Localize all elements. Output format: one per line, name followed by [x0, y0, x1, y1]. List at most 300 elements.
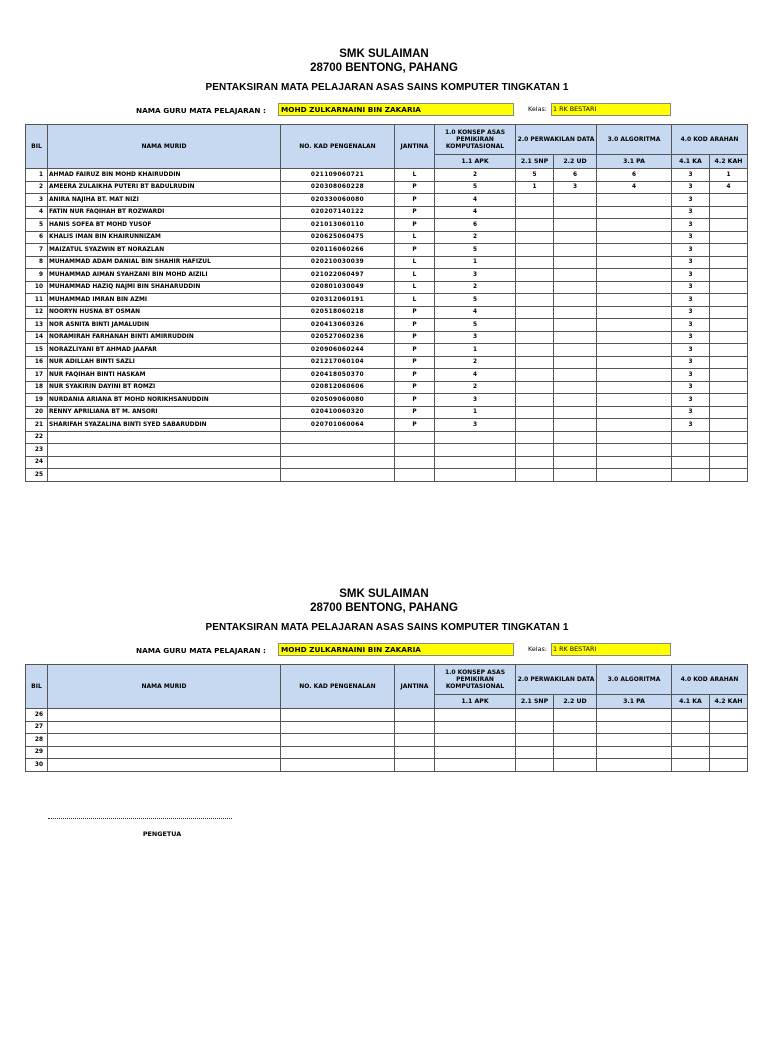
student-gender: P: [395, 331, 435, 344]
score-pa: [597, 381, 672, 394]
score-apk: 2: [435, 231, 516, 244]
student-gender: L: [395, 169, 435, 182]
teacher-name-field[interactable]: MOHD ZULKARNAINI BIN ZAKARIA: [278, 103, 514, 116]
score-pa: [597, 456, 672, 469]
student-gender: P: [395, 219, 435, 232]
student-bil: 23: [26, 444, 48, 457]
score-kah: [710, 709, 748, 722]
student-ic: 020527060236: [281, 331, 395, 344]
student-gender: [395, 444, 435, 457]
score-apk: 1: [435, 344, 516, 357]
score-pa: [597, 331, 672, 344]
student-ic: 020308060228: [281, 181, 395, 194]
col-header-apk: 1.1 APK: [435, 695, 516, 709]
table-row: [26, 181, 748, 194]
student-gender: P: [395, 194, 435, 207]
student-name: NOORYN HUSNA BT OSMAN: [48, 306, 281, 319]
score-pa: [597, 734, 672, 747]
score-ka: [672, 469, 710, 482]
score-kah: [710, 281, 748, 294]
score-apk: 2: [435, 281, 516, 294]
student-bil: 10: [26, 281, 48, 294]
student-bil: 25: [26, 469, 48, 482]
score-snp: [516, 444, 554, 457]
score-ka: 3: [672, 194, 710, 207]
table-row: [26, 406, 748, 419]
col-header-ud: 2.2 UD: [554, 695, 597, 709]
table-row: [26, 256, 748, 269]
student-name: NURDANIA ARIANA BT MOHD NORIKHSANUDDIN: [48, 394, 281, 407]
score-ka: 3: [672, 219, 710, 232]
class-field[interactable]: 1 RK BESTARI: [551, 643, 671, 656]
score-ud: [554, 746, 597, 759]
student-bil: 26: [26, 709, 48, 722]
student-bil: 28: [26, 734, 48, 747]
score-snp: [516, 281, 554, 294]
student-name: FATIN NUR FAQIHAH BT ROZWARDI: [48, 206, 281, 219]
student-gender: [395, 469, 435, 482]
student-bil: 9: [26, 269, 48, 282]
score-snp: [516, 406, 554, 419]
score-apk: 2: [435, 356, 516, 369]
student-ic: [281, 469, 395, 482]
student-gender: [395, 456, 435, 469]
score-kah: [710, 256, 748, 269]
student-ic: 020116060266: [281, 244, 395, 257]
col-header-bil: BIL: [26, 125, 48, 169]
student-name: [48, 759, 281, 772]
table-row: [26, 244, 748, 257]
score-kah: [710, 381, 748, 394]
student-bil: 30: [26, 759, 48, 772]
school-address: 28700 BENTONG, PAHANG: [310, 62, 458, 74]
score-pa: [597, 244, 672, 257]
student-ic: 020906060244: [281, 344, 395, 357]
document-title: PENTAKSIRAN MATA PELAJARAN ASAS SAINS KOMPUTER TINGKATAN 1: [205, 82, 569, 93]
student-name: MUHAMMAD AIMAN SYAHZANI BIN MOHD AIZILI: [48, 269, 281, 282]
student-ic: 020701060064: [281, 419, 395, 432]
student-gender: P: [395, 419, 435, 432]
student-bil: 2: [26, 181, 48, 194]
score-pa: [597, 721, 672, 734]
score-ud: [554, 281, 597, 294]
score-ud: [554, 194, 597, 207]
score-ud: 6: [554, 169, 597, 182]
student-bil: 16: [26, 356, 48, 369]
student-ic: 020410060320: [281, 406, 395, 419]
score-ka: 3: [672, 269, 710, 282]
score-pa: [597, 294, 672, 307]
score-pa: [597, 469, 672, 482]
score-kah: 1: [710, 169, 748, 182]
assessment-table: [25, 664, 748, 772]
score-apk: 4: [435, 369, 516, 382]
student-ic: 020330060080: [281, 194, 395, 207]
score-kah: [710, 746, 748, 759]
teacher-label: NAMA GURU MATA PELAJARAN :: [136, 646, 266, 655]
student-ic: [281, 444, 395, 457]
student-name: [48, 734, 281, 747]
table-row: [26, 369, 748, 382]
table-row: [26, 319, 748, 332]
score-pa: [597, 709, 672, 722]
score-pa: 6: [597, 169, 672, 182]
student-gender: L: [395, 256, 435, 269]
score-apk: 4: [435, 206, 516, 219]
table-row: [26, 381, 748, 394]
student-ic: [281, 759, 395, 772]
score-ka: 3: [672, 356, 710, 369]
score-ka: 3: [672, 281, 710, 294]
table-row: [26, 469, 748, 482]
score-kah: [710, 406, 748, 419]
score-snp: [516, 394, 554, 407]
student-gender: [395, 759, 435, 772]
student-ic: 020801030049: [281, 281, 395, 294]
score-kah: [710, 331, 748, 344]
col-header-ka: 4.1 KA: [672, 695, 710, 709]
student-rows: [26, 169, 748, 482]
col-header-ic: NO. KAD PENGENALAN: [281, 125, 395, 169]
score-pa: [597, 394, 672, 407]
table-row: [26, 759, 748, 772]
student-bil: 15: [26, 344, 48, 357]
student-name: NUR FAQIHAH BINTI HASKAM: [48, 369, 281, 382]
score-pa: [597, 319, 672, 332]
student-bil: 3: [26, 194, 48, 207]
student-gender: [395, 721, 435, 734]
score-ka: [672, 709, 710, 722]
score-kah: [710, 759, 748, 772]
student-gender: L: [395, 231, 435, 244]
score-ud: [554, 206, 597, 219]
student-gender: L: [395, 281, 435, 294]
student-bil: 22: [26, 431, 48, 444]
student-bil: 4: [26, 206, 48, 219]
score-kah: [710, 419, 748, 432]
col-header-jantina: JANTINA: [395, 125, 435, 169]
student-gender: P: [395, 181, 435, 194]
score-ka: [672, 746, 710, 759]
col-header-algoritma: 3.0 ALGORITMA: [597, 665, 672, 695]
student-ic: [281, 431, 395, 444]
score-ud: [554, 369, 597, 382]
score-ud: [554, 406, 597, 419]
student-gender: P: [395, 381, 435, 394]
score-ka: 3: [672, 244, 710, 257]
student-bil: 1: [26, 169, 48, 182]
score-ud: [554, 331, 597, 344]
score-kah: [710, 219, 748, 232]
score-ud: [554, 294, 597, 307]
student-bil: 27: [26, 721, 48, 734]
student-gender: P: [395, 306, 435, 319]
student-bil: 8: [26, 256, 48, 269]
class-label: Kelas:: [528, 105, 547, 113]
score-snp: [516, 231, 554, 244]
col-header-kod-arahan: 4.0 KOD ARAHAN: [672, 665, 748, 695]
student-name: AMEERA ZULAIKHA PUTERI BT BADULRUDIN: [48, 181, 281, 194]
student-name: NUR SYAKIRIN DAYINI BT ROMZI: [48, 381, 281, 394]
score-ud: [554, 319, 597, 332]
class-label: Kelas:: [528, 645, 547, 653]
score-snp: [516, 331, 554, 344]
col-header-perwakilan: 2.0 PERWAKILAN DATA: [516, 665, 597, 695]
student-name: MUHAMMAD ADAM DANIAL BIN SHAHIR HAFIZUL: [48, 256, 281, 269]
student-ic: 021013060110: [281, 219, 395, 232]
student-ic: [281, 709, 395, 722]
student-name: AHMAD FAIRUZ BIN MOHD KHAIRUDDIN: [48, 169, 281, 182]
col-header-apk: 1.1 APK: [435, 155, 516, 169]
table-row: [26, 331, 748, 344]
document-title: PENTAKSIRAN MATA PELAJARAN ASAS SAINS KOMPUTER TINGKATAN 1: [205, 622, 569, 633]
col-header-snp: 2.1 SNP: [516, 695, 554, 709]
score-kah: [710, 356, 748, 369]
signature-label: PENGETUA: [142, 830, 182, 838]
student-bil: 20: [26, 406, 48, 419]
student-name: [48, 721, 281, 734]
student-bil: 21: [26, 419, 48, 432]
student-ic: 021217060104: [281, 356, 395, 369]
score-snp: [516, 306, 554, 319]
score-ka: [672, 431, 710, 444]
score-ud: [554, 244, 597, 257]
score-kah: [710, 244, 748, 257]
score-pa: [597, 356, 672, 369]
school-name: SMK SULAIMAN: [339, 48, 429, 60]
score-ka: 3: [672, 319, 710, 332]
score-snp: [516, 256, 554, 269]
score-ud: [554, 419, 597, 432]
class-field[interactable]: 1 RK BESTARI: [551, 103, 671, 116]
student-ic: [281, 746, 395, 759]
table-row: [26, 734, 748, 747]
student-bil: 12: [26, 306, 48, 319]
score-ka: 3: [672, 381, 710, 394]
teacher-label: NAMA GURU MATA PELAJARAN :: [136, 106, 266, 115]
score-apk: 4: [435, 306, 516, 319]
table-row: [26, 431, 748, 444]
student-gender: P: [395, 369, 435, 382]
student-gender: P: [395, 356, 435, 369]
score-kah: [710, 431, 748, 444]
report-page-2: [0, 540, 768, 1052]
score-pa: [597, 219, 672, 232]
col-header-kah: 4.2 KAH: [710, 155, 748, 169]
score-ka: 3: [672, 181, 710, 194]
col-header-jantina: JANTINA: [395, 665, 435, 709]
col-header-snp: 2.1 SNP: [516, 155, 554, 169]
col-header-ic: NO. KAD PENGENALAN: [281, 665, 395, 709]
score-snp: [516, 269, 554, 282]
score-kah: [710, 269, 748, 282]
student-ic: 020207140122: [281, 206, 395, 219]
student-gender: [395, 734, 435, 747]
teacher-name-field[interactable]: MOHD ZULKARNAINI BIN ZAKARIA: [278, 643, 514, 656]
table-row: [26, 444, 748, 457]
score-apk: 5: [435, 319, 516, 332]
score-apk: 3: [435, 269, 516, 282]
score-ka: [672, 721, 710, 734]
score-apk: 3: [435, 394, 516, 407]
student-name: [48, 456, 281, 469]
score-pa: [597, 444, 672, 457]
col-header-konsep: 1.0 KONSEP ASAS PEMIKIRAN KOMPUTASIONAL: [435, 665, 516, 695]
score-kah: [710, 456, 748, 469]
score-apk: 6: [435, 219, 516, 232]
student-gender: [395, 746, 435, 759]
col-header-kod-arahan: 4.0 KOD ARAHAN: [672, 125, 748, 155]
student-name: ANIRA NAJIHA BT. MAT NIZI: [48, 194, 281, 207]
col-header-ud: 2.2 UD: [554, 155, 597, 169]
score-snp: [516, 319, 554, 332]
score-ka: 3: [672, 231, 710, 244]
score-snp: [516, 759, 554, 772]
score-pa: [597, 431, 672, 444]
score-pa: [597, 269, 672, 282]
score-ka: 3: [672, 306, 710, 319]
student-name: [48, 746, 281, 759]
student-ic: [281, 721, 395, 734]
table-row: [26, 746, 748, 759]
student-name: HANIS SOFEA BT MOHD YUSOF: [48, 219, 281, 232]
score-ud: [554, 231, 597, 244]
score-apk: 1: [435, 406, 516, 419]
score-pa: [597, 406, 672, 419]
score-snp: [516, 219, 554, 232]
score-apk: 2: [435, 169, 516, 182]
score-pa: 4: [597, 181, 672, 194]
score-ud: [554, 431, 597, 444]
score-ka: 3: [672, 419, 710, 432]
score-kah: [710, 231, 748, 244]
score-snp: [516, 206, 554, 219]
score-kah: [710, 194, 748, 207]
table-row: [26, 419, 748, 432]
score-snp: [516, 356, 554, 369]
score-pa: [597, 306, 672, 319]
score-ka: [672, 456, 710, 469]
score-ud: [554, 759, 597, 772]
score-ud: [554, 356, 597, 369]
score-snp: [516, 709, 554, 722]
table-row: [26, 709, 748, 722]
student-ic: 020210030039: [281, 256, 395, 269]
score-ud: [554, 344, 597, 357]
student-name: [48, 431, 281, 444]
score-apk: [435, 734, 516, 747]
score-ud: [554, 444, 597, 457]
score-snp: [516, 721, 554, 734]
student-gender: P: [395, 406, 435, 419]
school-address: 28700 BENTONG, PAHANG: [310, 602, 458, 614]
student-ic: 021109060721: [281, 169, 395, 182]
col-header-pa: 3.1 PA: [597, 695, 672, 709]
score-apk: 5: [435, 244, 516, 257]
student-gender: P: [395, 394, 435, 407]
col-header-algoritma: 3.0 ALGORITMA: [597, 125, 672, 155]
score-ka: 3: [672, 394, 710, 407]
score-ka: 3: [672, 294, 710, 307]
student-name: NORAMIRAH FARHANAH BINTI AMIRRUDDIN: [48, 331, 281, 344]
student-bil: 6: [26, 231, 48, 244]
col-header-ka: 4.1 KA: [672, 155, 710, 169]
score-snp: [516, 194, 554, 207]
score-pa: [597, 194, 672, 207]
score-ud: [554, 381, 597, 394]
table-row: [26, 219, 748, 232]
student-ic: 020418050370: [281, 369, 395, 382]
score-kah: [710, 394, 748, 407]
score-ka: 3: [672, 206, 710, 219]
score-ud: 3: [554, 181, 597, 194]
score-apk: [435, 444, 516, 457]
score-ka: 3: [672, 256, 710, 269]
student-name: MAIZATUL SYAZWIN BT NORAZLAN: [48, 244, 281, 257]
score-pa: [597, 419, 672, 432]
student-name: [48, 709, 281, 722]
table-row: [26, 306, 748, 319]
table-row: [26, 356, 748, 369]
student-gender: P: [395, 206, 435, 219]
score-ka: [672, 734, 710, 747]
score-apk: [435, 456, 516, 469]
student-ic: 021022060497: [281, 269, 395, 282]
student-rows: [26, 709, 748, 772]
score-kah: [710, 721, 748, 734]
score-snp: [516, 419, 554, 432]
score-ka: 3: [672, 369, 710, 382]
score-kah: [710, 469, 748, 482]
student-ic: 020413060326: [281, 319, 395, 332]
student-bil: 7: [26, 244, 48, 257]
col-header-perwakilan: 2.0 PERWAKILAN DATA: [516, 125, 597, 155]
student-name: KHALIS IMAN BIN KHAIRUNNIZAM: [48, 231, 281, 244]
score-apk: [435, 469, 516, 482]
score-snp: [516, 456, 554, 469]
score-kah: [710, 294, 748, 307]
student-gender: P: [395, 244, 435, 257]
table-row: [26, 169, 748, 182]
col-header-nama: NAMA MURID: [48, 665, 281, 709]
student-name: NUR ADILLAH BINTI SAZLI: [48, 356, 281, 369]
col-header-kah: 4.2 KAH: [710, 695, 748, 709]
student-gender: L: [395, 294, 435, 307]
score-snp: [516, 746, 554, 759]
col-header-bil: BIL: [26, 665, 48, 709]
score-apk: [435, 759, 516, 772]
score-snp: [516, 431, 554, 444]
student-ic: 020312060191: [281, 294, 395, 307]
score-snp: 1: [516, 181, 554, 194]
student-bil: 11: [26, 294, 48, 307]
student-ic: [281, 734, 395, 747]
student-gender: L: [395, 269, 435, 282]
score-apk: 3: [435, 419, 516, 432]
score-kah: 4: [710, 181, 748, 194]
student-ic: 020812060606: [281, 381, 395, 394]
score-apk: 4: [435, 194, 516, 207]
table-row: [26, 281, 748, 294]
score-snp: [516, 369, 554, 382]
score-snp: [516, 344, 554, 357]
student-ic: [281, 456, 395, 469]
student-bil: 29: [26, 746, 48, 759]
score-snp: [516, 469, 554, 482]
student-gender: P: [395, 344, 435, 357]
score-apk: [435, 709, 516, 722]
score-snp: [516, 244, 554, 257]
